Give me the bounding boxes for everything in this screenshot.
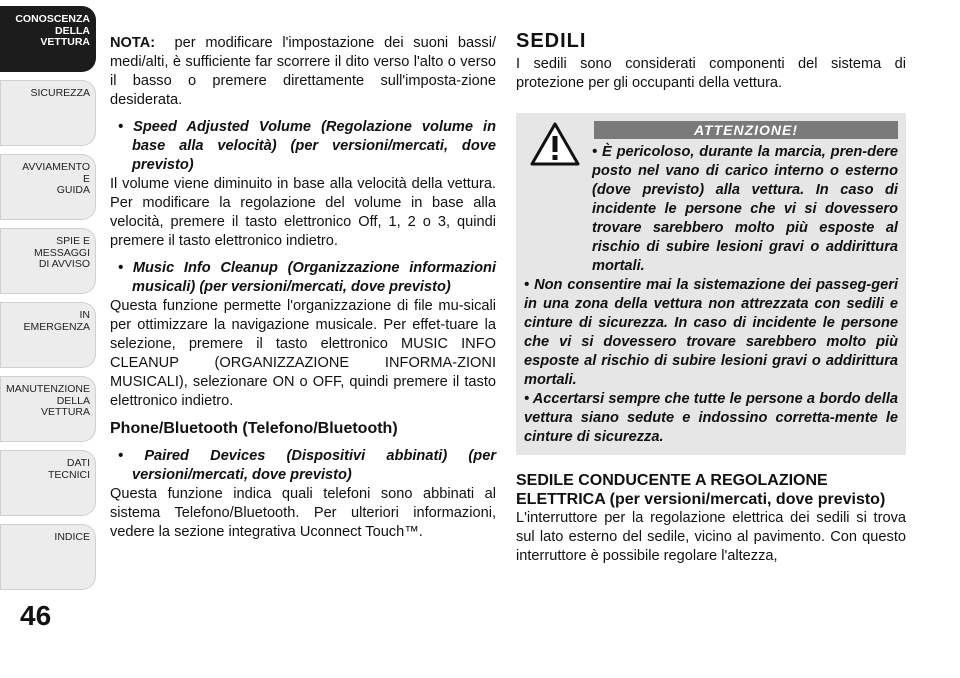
subheading-phone: Phone/Bluetooth (Telefono/Bluetooth) <box>110 420 398 437</box>
subsection-heading: SEDILE CONDUCENTE A REGOLAZIONE ELETTRICA (per versioni/mercati, dove previsto) <box>516 472 886 508</box>
right-column <box>516 0 906 566</box>
intro-paragraph: I sedili sono considerati componenti del sistema di protezione per gli occupanti della vettura. <box>516 56 906 91</box>
tab-conoscenza-vettura[interactable] <box>0 6 96 72</box>
paragraph-speed-volume: Il volume viene diminuito in base alla velocità della vettura. Per modificare la regolazione del volume in base alla velocità, premere il tasto elettronico Off, 1, 2 o 3, quindi premere il tasto elettronico indietro. <box>110 176 496 249</box>
tab-dati-tecnici[interactable] <box>0 450 96 516</box>
tab-label: SICUREZZA <box>30 87 90 99</box>
section-heading: SEDILI <box>516 30 587 52</box>
left-column <box>110 34 496 542</box>
nota-text: per modificare l'impostazione dei suoni bassi/ medi/alti, è sufficiente far scorrere il dito verso l'alto o verso il basso o premere direttamente sull'imposta-zione desiderata. <box>110 35 497 108</box>
tab-label: SPIE E MESSAGGI DI AVVISO <box>33 235 90 270</box>
warning-title: ATTENZIONE! <box>594 121 898 139</box>
warning-item-1: • È pericoloso, durante la marcia, pren-dere posto nel vano di carico interno o esterno (dove previsto) alla vettura. In caso di incidente le persone che vi si dovessero trovare sarebbero molto più esposte al rischio di subire lesioni gravi o addirittura mortali. <box>592 144 898 274</box>
tab-label: CONOSCENZA DELLA VETTURA <box>15 13 90 48</box>
tab-label: INDICE <box>54 531 90 543</box>
tab-spie-messaggi[interactable] <box>0 228 96 294</box>
warning-triangle-icon <box>530 121 580 167</box>
nota-label: NOTA: <box>110 35 156 51</box>
bullet-music-cleanup: • Music Info Cleanup (Organizzazione informazioni musicali) (per versioni/mercati, dove previsto) <box>118 260 496 295</box>
bullet-paired-devices: • Paired Devices (Dispositivi abbinati) (per versioni/mercati, dove previsto) <box>118 448 496 483</box>
warning-item-3: • Accertarsi sempre che tutte le persone a bordo della vettura siano sedute e indossino corretta-mente le cinture di sicurezza. <box>524 391 898 445</box>
warning-item-2: • Non consentire mai la sistemazione dei passeg-geri in una zona della vettura non attrezzata con sedili e cinture di sicurezza. In caso di incidente le persone che vi si dovessero trovare sarebbero molto più esposte al rischio di subire lesioni gravi o addirittura mortali. <box>524 277 898 388</box>
tab-avviamento-guida[interactable] <box>0 154 96 220</box>
page-number: 46 <box>20 600 52 631</box>
bullet-speed-volume: • Speed Adjusted Volume (Regolazione volume in base alla velocità) (per versioni/mercati, dove previsto) <box>118 119 496 173</box>
tab-emergenza[interactable] <box>0 302 96 368</box>
paragraph-power-seat: L'interruttore per la regolazione elettrica dei sedili si trova sul lato esterno del sedile, vicino al pavimento. Con questo interruttore è possibile regolare l'altezza, <box>516 510 906 564</box>
tab-label: MANUTENZIONE DELLA VETTURA <box>6 383 90 418</box>
tab-manutenzione[interactable] <box>0 376 96 442</box>
tab-sicurezza[interactable] <box>0 80 96 146</box>
tab-label: AVVIAMENTO E GUIDA <box>22 161 90 196</box>
paragraph-music-cleanup: Questa funzione permette l'organizzazione di file mu-sicali per ottimizzare la navigazione musicale. Per effet-tuare la selezione, premere il tasto elettronico MUSIC INFO CLEANUP (ORGANIZZAZIONE INFORMA-ZIONI MUSICALI), selezionare ON o OFF, quindi premere il tasto elettronico indietro. <box>110 298 496 409</box>
nota-paragraph <box>110 34 496 110</box>
tab-indice[interactable] <box>0 524 96 590</box>
tab-label: IN EMERGENZA <box>23 309 90 333</box>
tab-label: DATI TECNICI <box>48 457 90 481</box>
paragraph-paired-devices: Questa funzione indica quali telefoni sono abbinati al sistema Telefono/Bluetooth. Per ulteriori informazioni, vedere la sezione integrativa Uconnect Touch™. <box>110 486 496 540</box>
warning-box <box>516 113 906 455</box>
